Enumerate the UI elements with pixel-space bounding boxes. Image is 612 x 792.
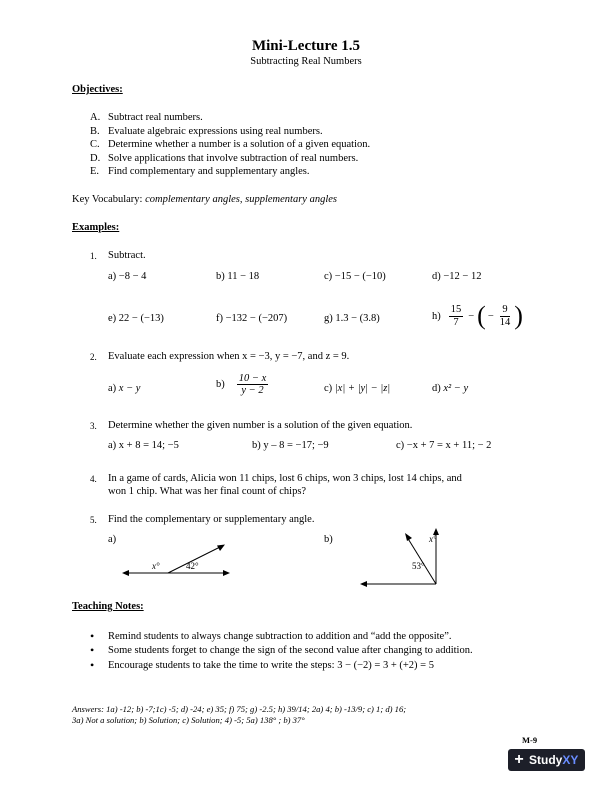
item-expression: −132 − (−207) bbox=[225, 313, 288, 324]
item-expression: |x| + |y| − |z| bbox=[334, 383, 391, 394]
fraction bbox=[237, 373, 269, 396]
answers-line: 3a) Not a solution; b) Solution; c) Solution; 4) -5; 5a) 138° ; b) 37° bbox=[72, 715, 305, 725]
objective-text: Determine whether a number is a solution of a given equation. bbox=[108, 139, 371, 150]
key-vocabulary-label: Key Vocabulary: bbox=[72, 194, 146, 205]
fraction-denominator: 7 bbox=[453, 316, 459, 328]
example-number: 1. bbox=[90, 251, 97, 261]
item-expression: 11 − 18 bbox=[227, 271, 260, 282]
teaching-notes-heading: Teaching Notes: bbox=[72, 601, 144, 612]
teaching-note: Encourage students to take the time to write the steps: 3 − (−2) = 3 + (+2) = 5 bbox=[108, 660, 434, 671]
item-label: c) bbox=[324, 383, 333, 394]
logo-text-xy: XY bbox=[562, 753, 579, 767]
item-label: b) bbox=[216, 271, 225, 282]
item-label: b) bbox=[252, 440, 261, 451]
fraction-denominator: y − 2 bbox=[241, 385, 264, 397]
item-label: d) bbox=[432, 271, 441, 282]
item-expression: −x + 7 = x + 11; − 2 bbox=[406, 440, 492, 451]
page-title: Mini-Lecture 1.5 bbox=[251, 38, 361, 54]
item-label: g) bbox=[324, 313, 333, 324]
example-1-prompt: Subtract. bbox=[108, 250, 146, 261]
paren-right: ) bbox=[514, 301, 523, 330]
objective-text: Subtract real numbers. bbox=[108, 112, 203, 123]
item-label: b) bbox=[216, 379, 225, 391]
item-label: d) bbox=[432, 383, 441, 394]
arrowhead-left bbox=[360, 581, 367, 587]
example-1c bbox=[324, 271, 386, 282]
objective-text: Evaluate algebraic expressions using real numbers. bbox=[108, 126, 323, 137]
example-5a-label: a) bbox=[108, 534, 117, 545]
plus-icon: + bbox=[514, 751, 524, 768]
minus-sign: − bbox=[487, 310, 494, 322]
example-1h bbox=[432, 303, 523, 329]
example-3b bbox=[252, 440, 329, 451]
item-expression: −12 − 12 bbox=[443, 271, 482, 282]
item-expression: x − y bbox=[118, 383, 141, 394]
minus-sign: − bbox=[468, 310, 475, 322]
example-4-line: won 1 chip. What was her final count of chips? bbox=[108, 486, 307, 497]
fraction-numerator: 15 bbox=[450, 304, 462, 316]
item-expression: 22 − (−13) bbox=[118, 313, 164, 324]
example-5-prompt: Find the complementary or supplementary angle. bbox=[108, 514, 315, 525]
example-5b-label: b) bbox=[324, 534, 333, 545]
logo-text-study: Study bbox=[529, 753, 563, 767]
key-vocabulary-terms: complementary angles, supplementary angles bbox=[145, 194, 337, 205]
arrowhead-right bbox=[223, 570, 230, 576]
paren-left: ( bbox=[477, 301, 486, 330]
example-1f bbox=[216, 313, 287, 324]
item-expression: −8 − 4 bbox=[118, 271, 147, 282]
objective-text: Find complementary and supplementary angles. bbox=[108, 166, 310, 177]
item-expression: −15 − (−10) bbox=[334, 271, 386, 282]
examples-heading: Examples: bbox=[72, 222, 120, 233]
objective-text: Solve applications that involve subtraction of real numbers. bbox=[108, 153, 359, 164]
studyxy-logo bbox=[508, 749, 585, 771]
key-vocabulary bbox=[72, 194, 337, 205]
answers-line: Answers: 1a) -12; b) -7;1c) -5; d) -24; e) 35; f) 75; g) -2.5; h) 39/14; 2a) 4; b) -13/9; c) 1; d) 16; bbox=[72, 704, 407, 714]
fraction bbox=[498, 304, 513, 327]
fraction-denominator: 14 bbox=[499, 316, 511, 328]
objective-letter: A. bbox=[90, 112, 101, 123]
objective-letter: B. bbox=[90, 126, 100, 137]
example-4-line: In a game of cards, Alicia won 11 chips, lost 6 chips, won 3 chips, lost 14 chips, and bbox=[108, 473, 462, 484]
item-label: a) bbox=[108, 383, 117, 394]
objective-letter: E. bbox=[90, 166, 100, 177]
teaching-note: Remind students to always change subtraction to addition and “add the opposite”. bbox=[108, 631, 452, 642]
objective-letter: D. bbox=[90, 153, 101, 164]
item-expression: x² − y bbox=[443, 383, 469, 394]
angle-label-x: x° bbox=[152, 561, 160, 571]
example-1g bbox=[324, 313, 380, 324]
item-expression: x + 8 = 14; −5 bbox=[118, 440, 179, 451]
arrowhead-left bbox=[122, 570, 129, 576]
page-number: M-9 bbox=[522, 735, 538, 745]
bullet-icon: • bbox=[90, 629, 95, 643]
item-label: c) bbox=[396, 440, 405, 451]
bullet-icon: • bbox=[90, 658, 95, 672]
example-2a bbox=[108, 383, 140, 394]
example-1a bbox=[108, 271, 146, 282]
item-label: e) bbox=[108, 313, 117, 324]
fraction bbox=[449, 304, 464, 327]
item-label: h) bbox=[432, 310, 441, 322]
page-subtitle: Subtracting Real Numbers bbox=[250, 56, 362, 67]
example-2-prompt: Evaluate each expression when x = −3, y = −7, and z = 9. bbox=[108, 351, 350, 362]
item-label: f) bbox=[216, 313, 223, 324]
arrowhead-up-left bbox=[405, 533, 412, 541]
angle-label-x: x° bbox=[429, 534, 437, 544]
item-expression: 1.3 − (3.8) bbox=[335, 313, 380, 324]
item-label: c) bbox=[324, 271, 333, 282]
teaching-note: Some students forget to change the sign of the second value after changing to addition. bbox=[108, 645, 473, 656]
example-2d bbox=[432, 383, 468, 394]
fraction-numerator: 10 − x bbox=[238, 373, 267, 384]
item-label: a) bbox=[108, 271, 117, 282]
angle-diagram-b bbox=[356, 524, 446, 590]
angle-diagram-a bbox=[118, 540, 238, 585]
example-2b bbox=[216, 373, 270, 396]
fraction-numerator: 9 bbox=[502, 304, 508, 316]
item-label: a) bbox=[108, 440, 117, 451]
example-number: 4. bbox=[90, 474, 97, 484]
objective-letter: C. bbox=[90, 139, 100, 150]
item-expression: y – 8 = −17; −9 bbox=[263, 440, 329, 451]
bullet-icon: • bbox=[90, 643, 95, 657]
example-3-prompt: Determine whether the given number is a solution of the given equation. bbox=[108, 420, 413, 431]
objectives-heading: Objectives: bbox=[72, 84, 123, 95]
example-number: 2. bbox=[90, 352, 97, 362]
example-2c bbox=[324, 383, 390, 394]
example-1d bbox=[432, 271, 481, 282]
example-3a bbox=[108, 440, 179, 451]
example-1b bbox=[216, 271, 259, 282]
angle-label-known: 42° bbox=[186, 561, 199, 571]
example-number: 3. bbox=[90, 421, 97, 431]
example-number: 5. bbox=[90, 515, 97, 525]
example-3c bbox=[396, 440, 491, 451]
angle-label-known: 53° bbox=[412, 561, 425, 571]
example-1e bbox=[108, 313, 164, 324]
